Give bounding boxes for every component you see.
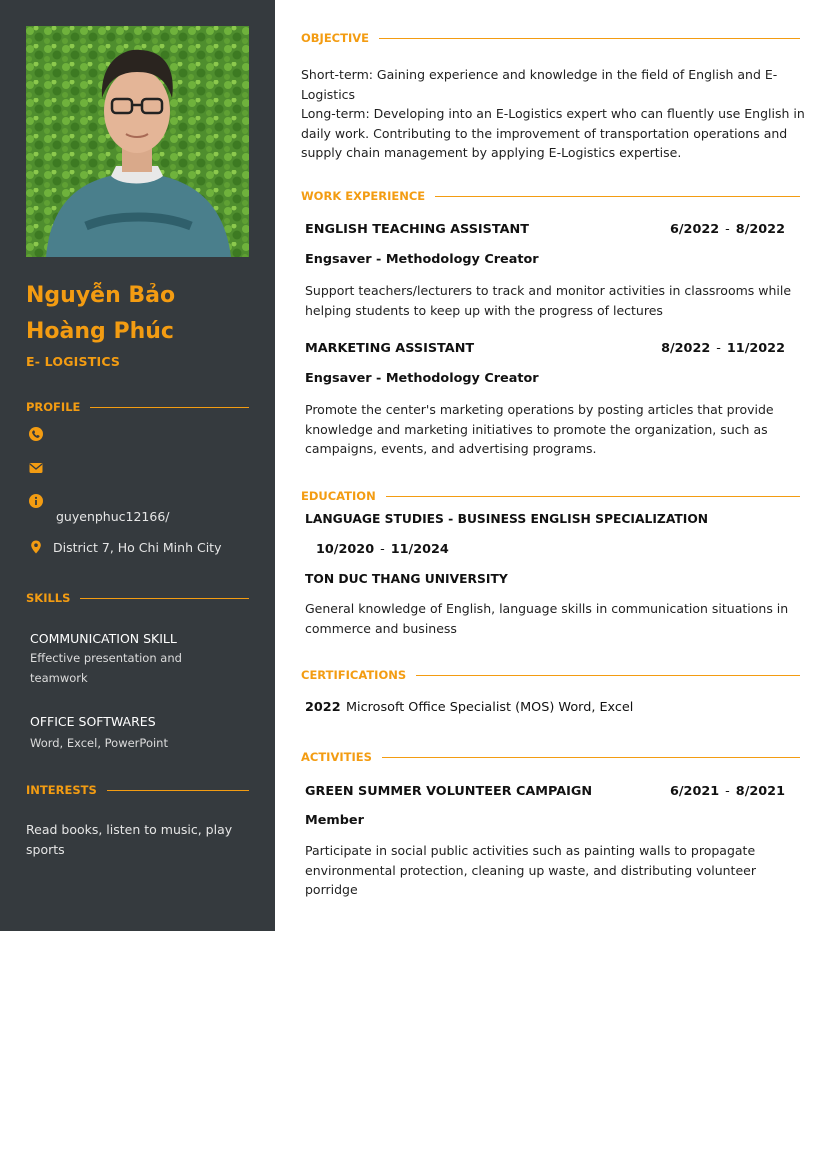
heading-rule [80,598,249,599]
education-end-date: 11/2024 [390,542,449,557]
job-role: E- LOGISTICS [26,354,121,369]
heading-rule [386,496,800,497]
job-title: ENGLISH TEACHING ASSISTANT [305,222,529,237]
name-line-1: Nguyễn Bảo [26,283,176,308]
activity-start-date: 6/2021 [669,784,720,799]
phone-icon [29,427,43,441]
job-date-range: 8/2022 - 11/2022 [661,341,785,356]
skill-title: OFFICE SOFTWARES [30,714,156,729]
interests-heading [26,783,249,797]
info-icon [29,494,43,508]
job-end-date: 8/2022 [735,222,785,237]
certifications-heading [301,668,800,682]
heading-rule [416,675,800,676]
activity-title: GREEN SUMMER VOLUNTEER CAMPAIGN [305,784,593,799]
activities-heading [301,750,800,764]
work-experience-heading-label: WORK EXPERIENCE [301,189,426,203]
job-start-date: 8/2022 [661,341,711,356]
activity-date-range: 6/2021 - 8/2021 [669,784,785,799]
education-start-date: 10/2020 [316,542,375,557]
education-heading [301,489,800,503]
education-description: General knowledge of English, language skills in communication situations in commerce and business [305,601,789,636]
map-pin-icon [29,540,43,554]
skill-description: Effective presentation and teamwork [30,651,182,685]
activity-role: Member [305,813,364,828]
certifications-heading-label: CERTIFICATIONS [301,668,407,682]
job-description: Support teachers/lecturers to track and monitor activities in classrooms while helping students to keep up with the progress of lectures [305,283,792,318]
interests-heading-label: INTERESTS [26,783,97,797]
location-text: District 7, Ho Chi Minh City [53,540,222,555]
work-experience-heading [301,189,800,203]
objective-heading-label: OBJECTIVE [301,31,369,45]
candidate-name [26,278,256,350]
education-heading-label: EDUCATION [301,489,376,503]
job-end-date: 11/2022 [726,341,785,356]
name-line-2: Hoàng Phúc [26,319,174,344]
skills-heading-label: SKILLS [26,591,71,605]
portrait-illustration [26,26,249,257]
sidebar [0,0,275,931]
objective-text: Short-term: Gaining experience and knowledge in the field of English and E-Logistics Long-term: Developing into an E-Logistics expert who can fluently use English in daily work. Contributing to the improvement of transportation operations and supply chain management by applying E-Logistics expertise. [301,67,805,160]
interests-text: Read books, listen to music, play sports [26,822,233,857]
skills-heading [26,591,249,605]
job-date-range: 6/2022 - 8/2022 [669,222,785,237]
job-start-date: 6/2022 [669,222,720,237]
profile-heading-label: PROFILE [26,400,81,414]
heading-rule [435,196,800,197]
company-name: Engsaver - Methodology Creator [305,371,539,386]
education-major: LANGUAGE STUDIES - BUSINESS ENGLISH SPECIALIZATION [305,512,709,526]
certification-year: 2022 [305,700,341,715]
envelope-icon [29,461,43,475]
school-name: TON DUC THANG UNIVERSITY [305,572,508,586]
activity-end-date: 8/2021 [735,784,785,799]
heading-rule [379,38,800,39]
skill-description: Word, Excel, PowerPoint [30,736,168,750]
heading-rule [382,757,800,758]
job-title: MARKETING ASSISTANT [305,341,475,356]
company-name: Engsaver - Methodology Creator [305,252,539,267]
job-description: Promote the center's marketing operations by posting articles that provide knowledge and marketing initiatives to promote the organization, such as campaigns, events, and advertising programs. [305,402,774,456]
info-text: guyenphuc12166/ [56,509,170,524]
activity-description: Participate in social public activities such as painting walls to propagate environmental protection, cleaning up waste, and distributing volunteer porridge [305,843,756,897]
profile-photo [26,26,249,257]
heading-rule [107,790,249,791]
profile-heading [26,400,249,414]
skill-title: COMMUNICATION SKILL [30,631,177,646]
objective-heading [301,31,800,45]
activities-heading-label: ACTIVITIES [301,750,372,764]
certification-name: Microsoft Office Specialist (MOS) Word, Excel [346,700,634,715]
education-date-range: 10/2020 - 11/2024 [316,542,449,557]
heading-rule [90,407,249,408]
